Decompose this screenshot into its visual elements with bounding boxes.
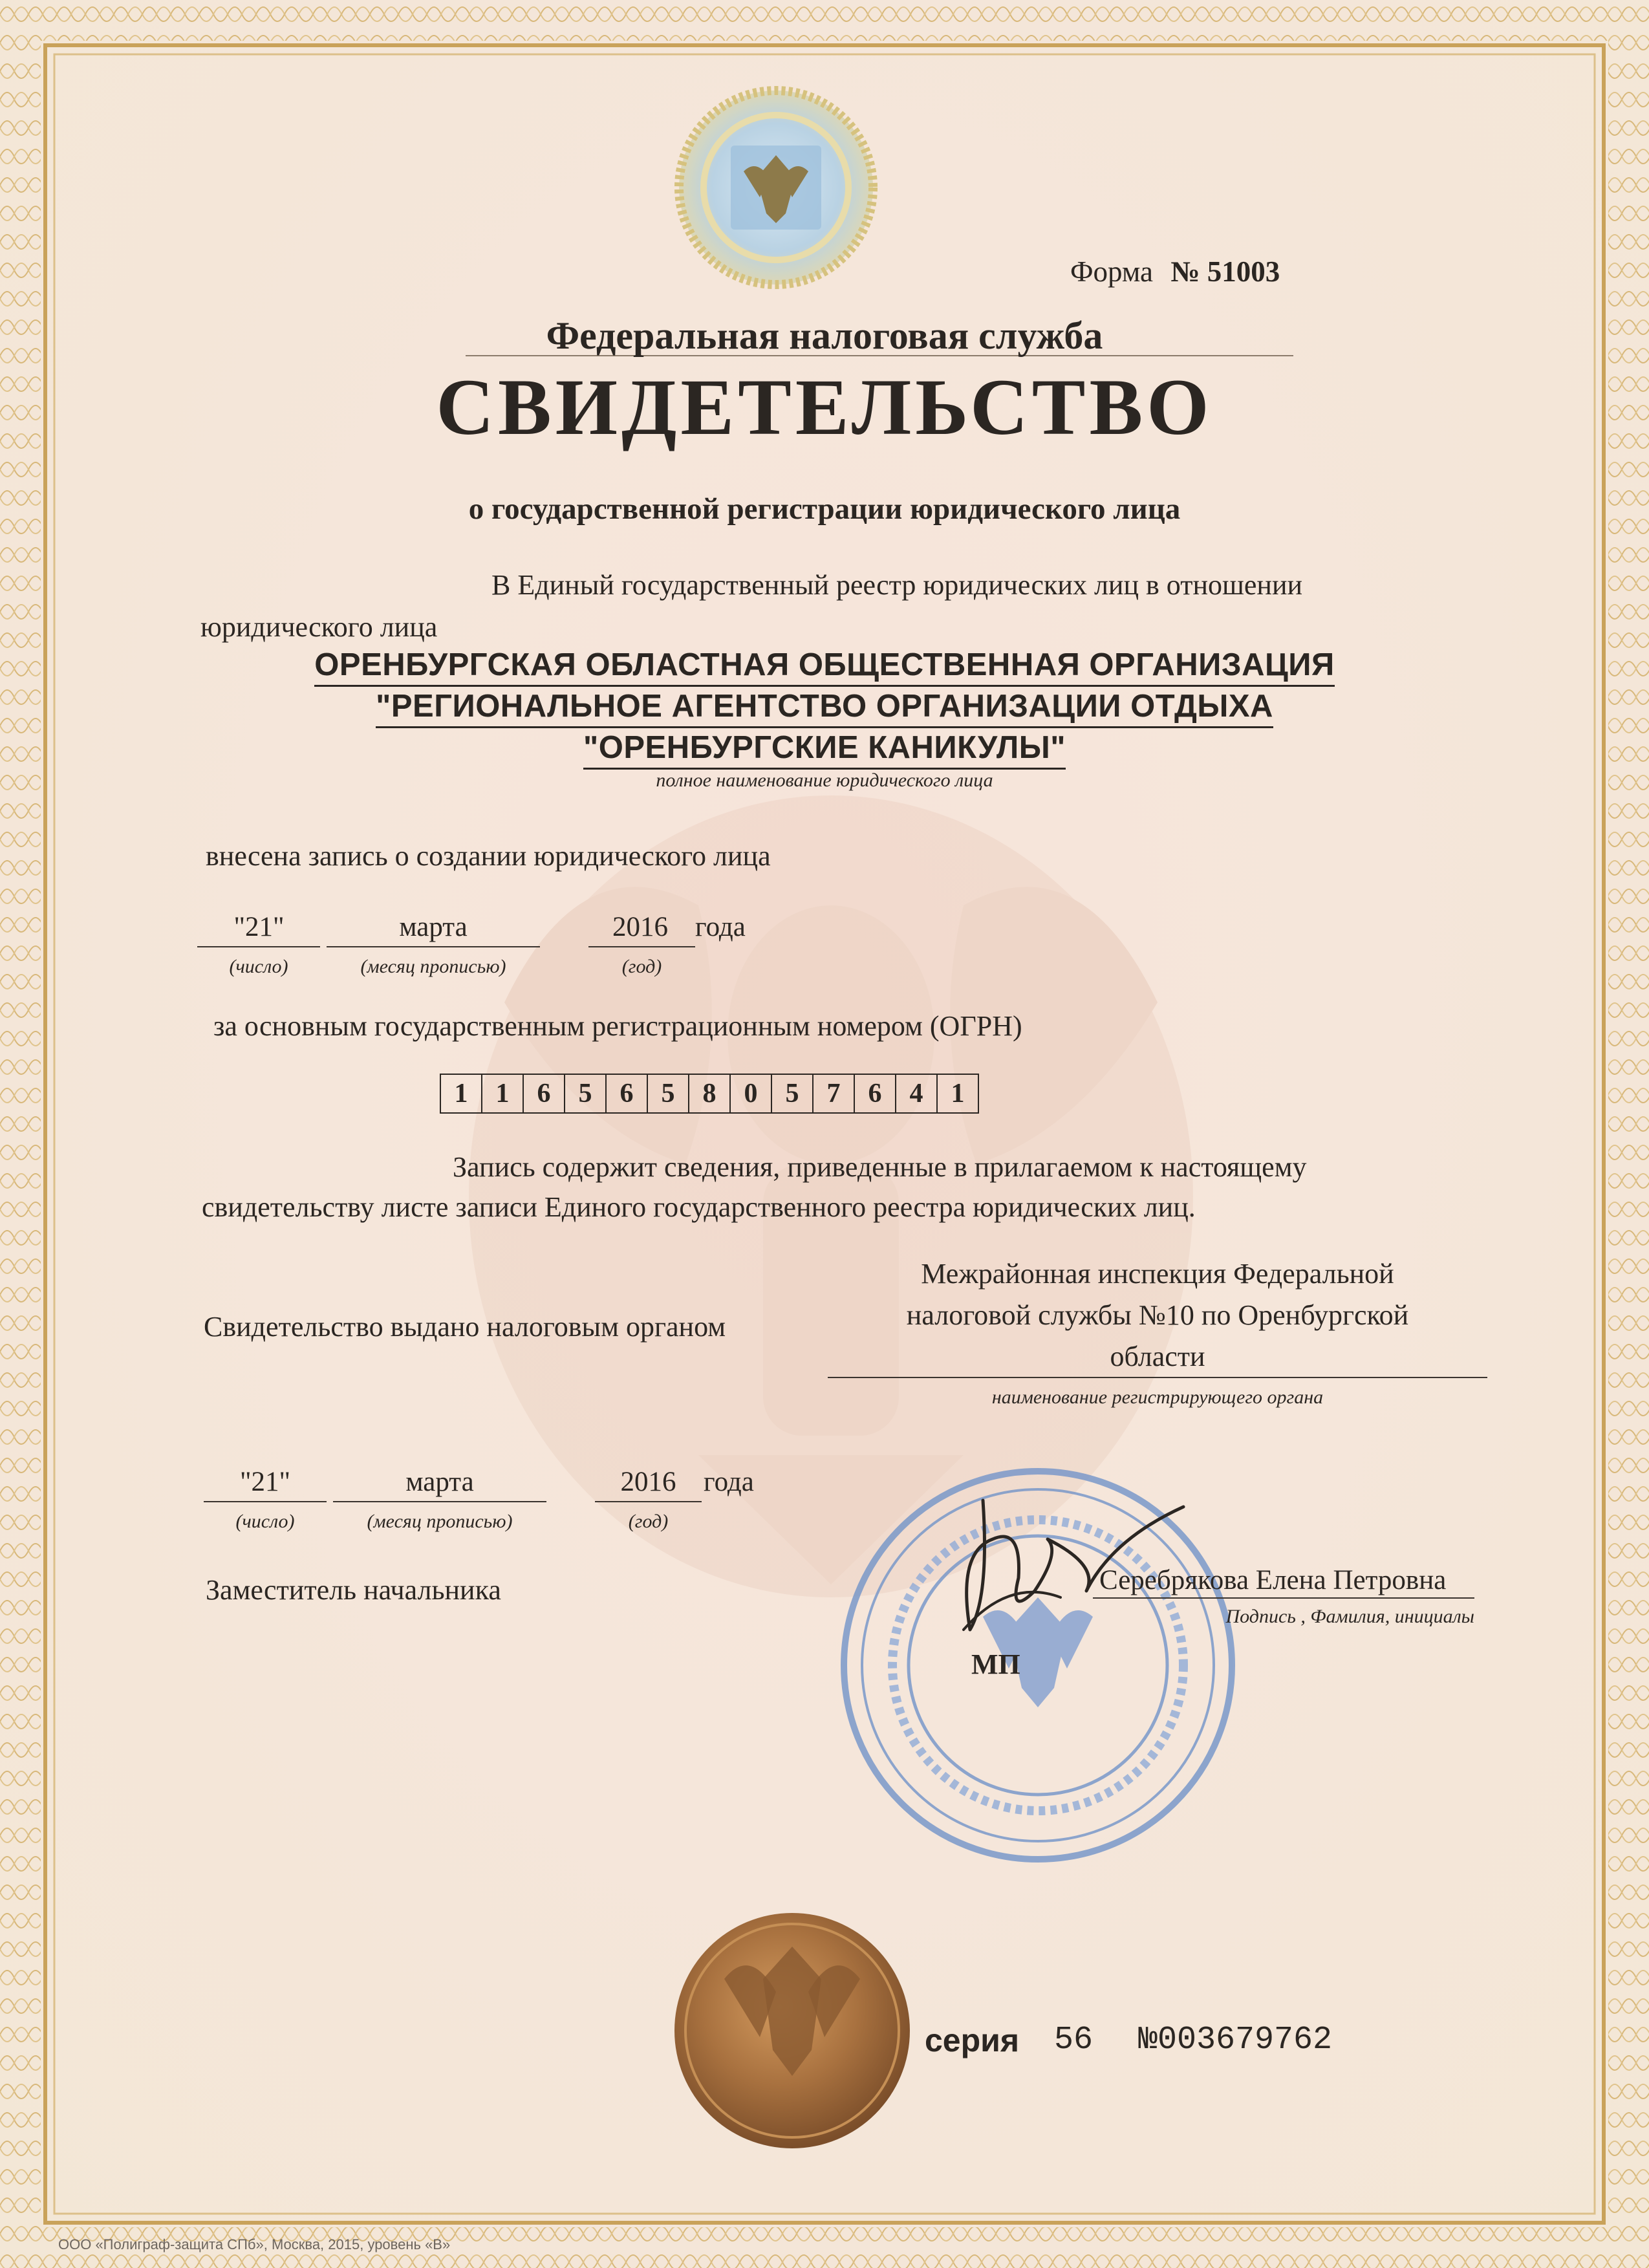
ogrn-digit: 0	[731, 1075, 772, 1112]
intro-line-1: В Единый государственный реестр юридических лиц в отношении	[491, 569, 1303, 601]
org-name-line-2: "РЕГИОНАЛЬНОЕ АГЕНТСТВО ОРГАНИЗАЦИИ ОТДЫХА	[0, 691, 1649, 722]
org-name-line-3: "ОРЕНБУРГСКИЕ КАНИКУЛЫ"	[0, 732, 1649, 764]
form-number: № 51003	[1170, 255, 1280, 288]
hologram-emblem	[679, 91, 873, 285]
record-line-1: Запись содержит сведения, приведенные в прилагаемом к настоящему	[453, 1151, 1307, 1183]
issue-month-caption: (месяц прописью)	[367, 1511, 513, 1532]
creation-year-suffix: года	[695, 912, 746, 942]
ogrn-digit: 1	[441, 1075, 482, 1112]
ogrn-digit: 8	[689, 1075, 731, 1112]
creation-month-caption: (месяц прописью)	[360, 956, 506, 977]
ogrn-digit: 7	[814, 1075, 855, 1112]
ogrn-digit: 6	[607, 1075, 648, 1112]
ogrn-number	[440, 1074, 979, 1114]
signature-caption: Подпись , Фамилия, инициалы	[1225, 1606, 1474, 1627]
certificate-title: СВИДЕТЕЛЬСТВО	[436, 363, 1213, 451]
issue-month: марта	[405, 1467, 474, 1497]
creation-month: марта	[399, 912, 468, 942]
issue-year-caption: (год)	[628, 1511, 669, 1532]
certificate-subtitle: о государственной регистрации юридического лица	[468, 492, 1181, 526]
ogrn-digit: 1	[482, 1075, 524, 1112]
issue-day: "21"	[239, 1467, 291, 1497]
series-label: серия	[925, 2022, 1020, 2058]
form-label-text: Форма	[1070, 255, 1154, 288]
ogrn-digit: 6	[524, 1075, 565, 1112]
form-label	[1070, 257, 1280, 286]
certificate-number: №003679762	[1138, 2022, 1333, 2058]
creation-day-caption: (число)	[229, 956, 288, 977]
official-stamp	[844, 1471, 1232, 1859]
org-name-caption: полное наименование юридического лица	[656, 770, 993, 791]
ogrn-digit: 6	[855, 1075, 896, 1112]
creation-year-caption: (год)	[621, 956, 662, 977]
authority-caption: наименование регистрирующего органа	[991, 1387, 1324, 1408]
authority-line-3: области	[1110, 1341, 1205, 1372]
ogrn-digit: 5	[648, 1075, 689, 1112]
bronze-seal	[674, 1913, 910, 2148]
creation-day: "21"	[233, 912, 285, 942]
authority-line-2: налоговой службы №10 по Оренбургской	[906, 1299, 1409, 1331]
ogrn-digit: 5	[565, 1075, 607, 1112]
signer-position: Заместитель начальника	[206, 1574, 501, 1606]
printer-note: ООО «Полиграф-защита СПб», Москва, 2015, уровень «В»	[58, 2236, 451, 2252]
agency-name: Федеральная налоговая служба	[546, 314, 1103, 357]
intro-line-2: юридического лица	[200, 611, 438, 643]
ogrn-label: за основным государственным регистрационным номером (ОГРН)	[213, 1010, 1022, 1042]
issue-day-caption: (число)	[235, 1511, 295, 1532]
record-line-2: свидетельству листе записи Единого государственного реестра юридических лиц.	[202, 1191, 1196, 1223]
ogrn-digit: 5	[772, 1075, 814, 1112]
stamp-place-label: МП	[971, 1648, 1020, 1680]
issue-year-suffix: года	[704, 1467, 754, 1497]
series-value: 56	[1054, 2022, 1094, 2058]
authority-line-1: Межрайонная инспекция Федеральной	[921, 1258, 1394, 1290]
creation-year: 2016	[612, 912, 668, 942]
issue-year: 2016	[620, 1467, 676, 1497]
ogrn-digit: 4	[896, 1075, 938, 1112]
signer-name: Серебрякова Елена Петровна	[1099, 1565, 1447, 1595]
entry-text: внесена запись о создании юридического лица	[206, 840, 771, 872]
org-name-line-1: ОРЕНБУРГСКАЯ ОБЛАСТНАЯ ОБЩЕСТВЕННАЯ ОРГАНИЗАЦИЯ	[0, 649, 1649, 681]
issued-by-label: Свидетельство выдано налоговым органом	[204, 1311, 726, 1343]
ogrn-digit: 1	[951, 1079, 965, 1108]
